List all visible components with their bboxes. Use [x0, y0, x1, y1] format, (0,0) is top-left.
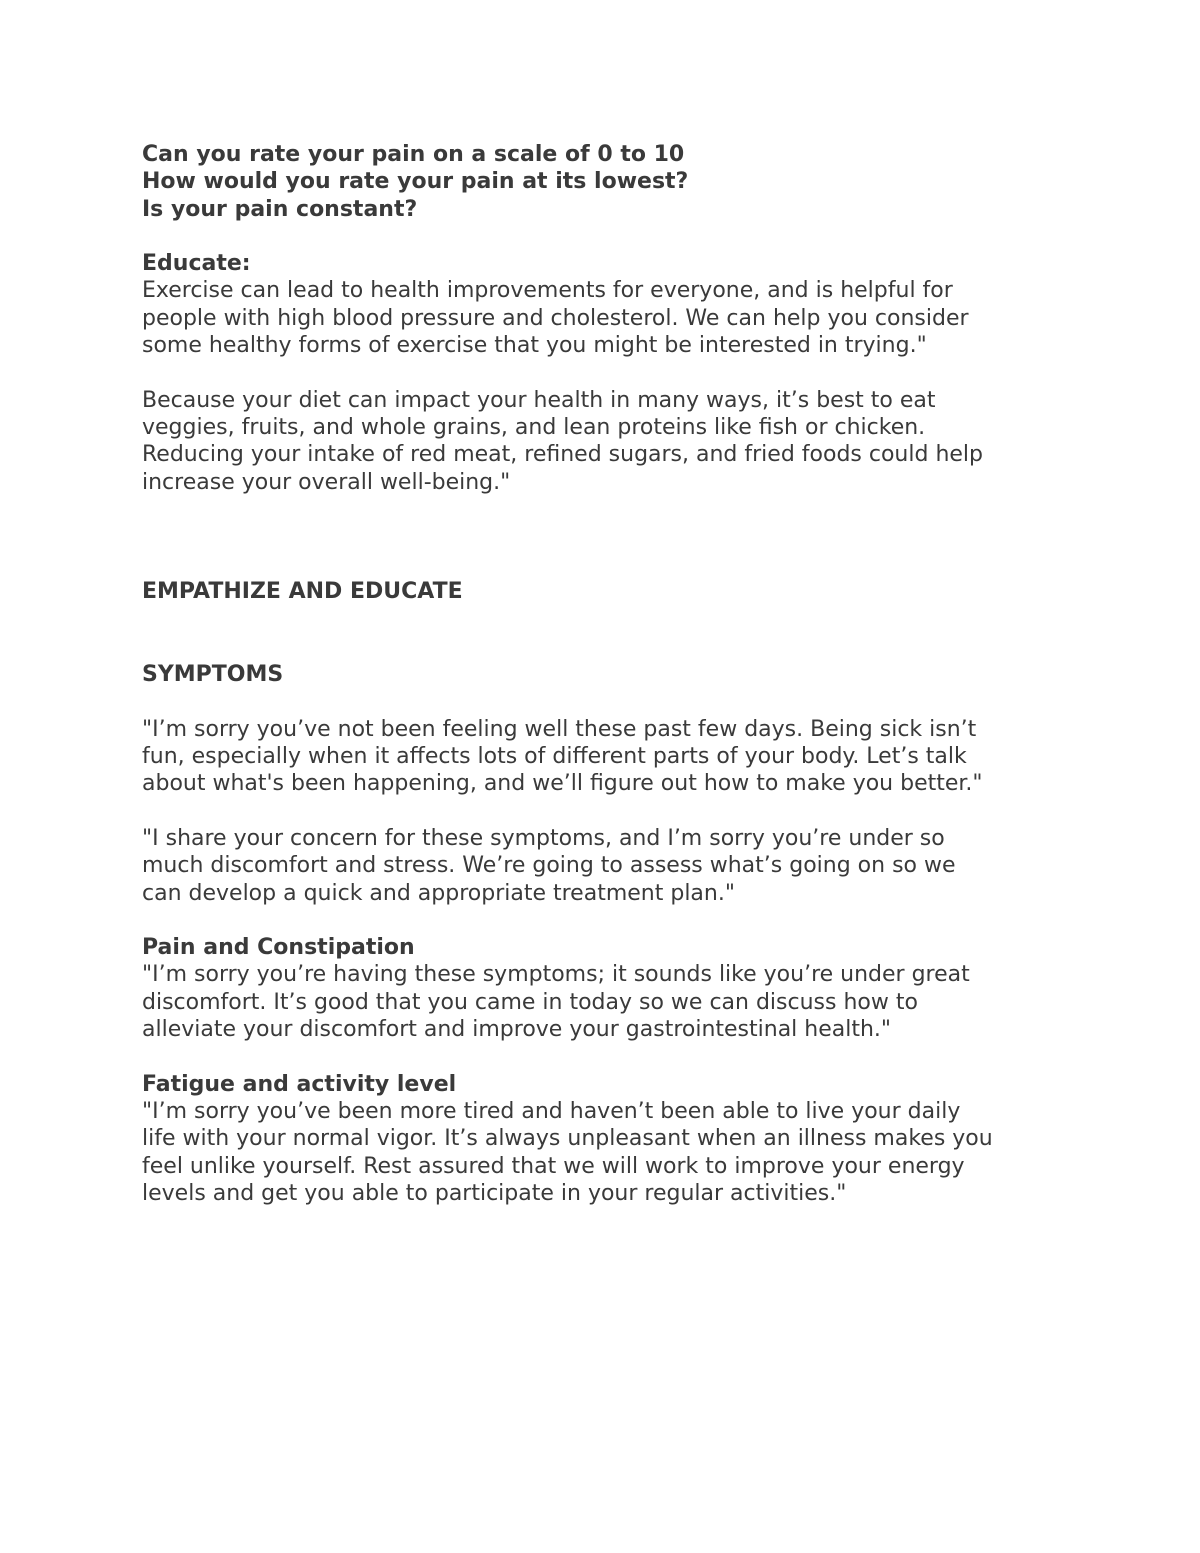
paragraph-line: fun, especially when it affects lots of different parts of your body. Let’s talk: [142, 744, 967, 770]
question-line: How would you rate your pain at its lowest?: [142, 169, 689, 195]
paragraph-line: can develop a quick and appropriate treatment plan.": [142, 880, 735, 906]
pain-questions: [142, 141, 1082, 223]
fatigue-heading: Fatigue and activity level: [142, 1071, 457, 1097]
paragraph-line: "I’m sorry you’re having these symptoms; it sounds like you’re under great: [142, 962, 970, 988]
educate-section: [142, 250, 1082, 496]
question-line: Can you rate your pain on a scale of 0 to 10: [142, 142, 685, 167]
paragraph-line: about what's been happening, and we’ll figure out how to make you better.": [142, 771, 983, 797]
paragraph-line: feel unlike yourself. Rest assured that we will work to improve your energy: [142, 1153, 965, 1179]
symptoms-heading: SYMPTOMS: [142, 662, 284, 688]
paragraph-line: discomfort. It’s good that you came in today so we can discuss how to: [142, 989, 918, 1015]
fatigue-section: [142, 1071, 1082, 1207]
paragraph-line: Reducing your intake of red meat, refined sugars, and fried foods could help: [142, 442, 983, 468]
document-page: [142, 141, 1082, 1207]
symptoms-section: [142, 661, 1082, 907]
paragraph-line: veggies, fruits, and whole grains, and lean proteins like fish or chicken.: [142, 414, 926, 440]
pain-constipation-heading: Pain and Constipation: [142, 935, 415, 961]
paragraph-line: some healthy forms of exercise that you might be interested in trying.": [142, 333, 927, 359]
paragraph-line: life with your normal vigor. It’s always unpleasant when an illness makes you: [142, 1126, 993, 1152]
question-line: Is your pain constant?: [142, 196, 418, 222]
paragraph-line: Exercise can lead to health improvements for everyone, and is helpful for: [142, 278, 953, 304]
empathize-heading: EMPATHIZE AND EDUCATE: [142, 578, 463, 604]
paragraph-line: "I’m sorry you’ve been more tired and haven’t been able to live your daily: [142, 1098, 961, 1124]
paragraph-line: alleviate your discomfort and improve your gastrointestinal health.": [142, 1017, 892, 1043]
paragraph-line: people with high blood pressure and cholesterol. We can help you consider: [142, 305, 969, 331]
paragraph-line: much discomfort and stress. We’re going to assess what’s going on so we: [142, 853, 956, 879]
paragraph-line: levels and get you able to participate in your regular activities.": [142, 1180, 847, 1206]
paragraph-line: increase your overall well-being.": [142, 469, 511, 495]
educate-heading: Educate:: [142, 251, 251, 277]
pain-constipation-section: [142, 934, 1082, 1043]
paragraph-line: Because your diet can impact your health in many ways, it’s best to eat: [142, 387, 936, 413]
paragraph-line: "I share your concern for these symptoms, and I’m sorry you’re under so: [142, 825, 945, 851]
paragraph-line: "I’m sorry you’ve not been feeling well these past few days. Being sick isn’t: [142, 716, 977, 742]
